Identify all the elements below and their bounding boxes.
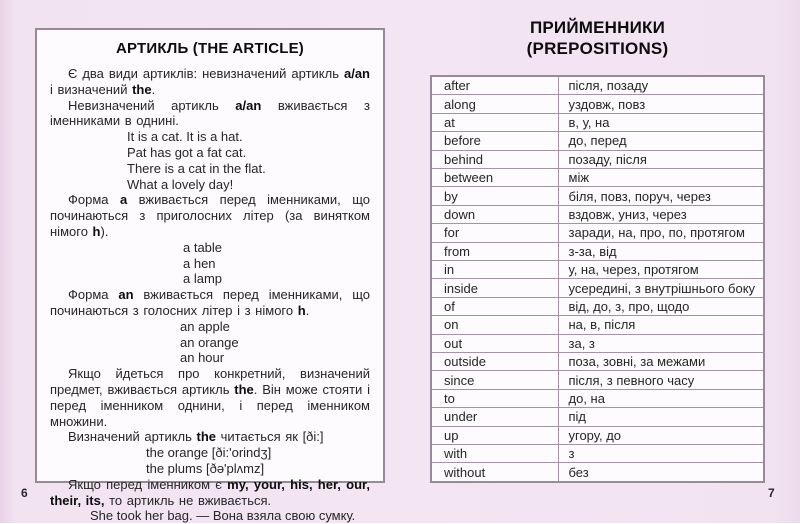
example-line: It is a cat. It is a hat. xyxy=(127,129,243,145)
preposition-en: down xyxy=(431,205,558,223)
table-row xyxy=(431,463,764,482)
example-line: a table xyxy=(183,239,223,255)
table-row xyxy=(431,260,764,278)
preposition-en: in xyxy=(431,260,558,278)
preposition-uk: під xyxy=(558,408,764,426)
example-block-the-transcriptions xyxy=(50,445,370,477)
table-row xyxy=(431,371,764,389)
preposition-en: before xyxy=(431,132,558,150)
preposition-uk: усередині, з внутрішнього боку xyxy=(558,279,764,297)
table-row xyxy=(431,76,764,95)
table-row xyxy=(431,242,764,260)
preposition-en: of xyxy=(431,297,558,315)
preposition-en: outside xyxy=(431,352,558,370)
preposition-uk: вздовж, униз, через xyxy=(558,205,764,223)
preposition-en: without xyxy=(431,463,558,482)
example-block-she-took xyxy=(50,508,370,524)
example-line: Pat has got a fat cat. xyxy=(127,144,247,160)
preposition-en: inside xyxy=(431,279,558,297)
example-block-sentences xyxy=(50,129,370,192)
preposition-en: since xyxy=(431,371,558,389)
example-block-a-words xyxy=(50,240,370,287)
preposition-uk: після, з певного часу xyxy=(558,371,764,389)
table-row xyxy=(431,205,764,223)
preposition-uk: з-за, від xyxy=(558,242,764,260)
example-line: an hour xyxy=(180,350,225,366)
article-paragraph-5: Якщо йдеться про конкретний, визначений предмет, вживається артикль the. Він може стояти і перед іменником однини, і перед іменником множини. xyxy=(50,366,370,429)
example-line: She took her bag. — Вона взяла свою сумку. xyxy=(90,508,356,524)
preposition-en: between xyxy=(431,169,558,187)
preposition-uk: після, позаду xyxy=(558,76,764,95)
example-line: a hen xyxy=(183,255,216,271)
preposition-en: out xyxy=(431,334,558,352)
example-line: an apple xyxy=(180,318,230,334)
preposition-uk: позаду, після xyxy=(558,150,764,168)
preposition-en: at xyxy=(431,113,558,131)
preposition-uk: заради, на, про, по, протягом xyxy=(558,224,764,242)
table-row xyxy=(431,389,764,407)
preposition-en: after xyxy=(431,76,558,95)
table-row xyxy=(431,187,764,205)
preposition-uk: від, до, з, про, щодо xyxy=(558,297,764,315)
table-row xyxy=(431,426,764,444)
preposition-en: by xyxy=(431,187,558,205)
example-line: There is a cat in the flat. xyxy=(127,160,266,176)
article-paragraph-7: Якщо перед іменником є my, your, his, her, our, their, its, то артикль не вживається. xyxy=(50,476,370,508)
preposition-en: up xyxy=(431,426,558,444)
table-row xyxy=(431,352,764,370)
preposition-uk: поза, зовні, за межами xyxy=(558,352,764,370)
article-page-title: АРТИКЛЬ (THE ARTICLE) xyxy=(115,40,304,57)
example-line: an orange xyxy=(180,334,239,350)
preposition-en: along xyxy=(431,95,558,113)
preposition-uk: без xyxy=(558,463,764,482)
preposition-en: under xyxy=(431,408,558,426)
example-line: the orange [ði:'orindʒ] xyxy=(146,445,272,461)
preposition-en: to xyxy=(431,389,558,407)
table-row xyxy=(431,169,764,187)
preposition-uk: угору, до xyxy=(558,426,764,444)
preposition-uk: уздовж, повз xyxy=(558,95,764,113)
prepositions-table xyxy=(430,75,765,483)
preposition-uk: в, у, на xyxy=(558,113,764,131)
preposition-uk: між xyxy=(558,169,764,187)
example-line: the plums [ðə'plʌmz] xyxy=(146,460,265,476)
article-paragraph-6: Визначений артикль the читається як [ði:] xyxy=(68,429,324,445)
prepositions-title-line2: (PREPOSITIONS) xyxy=(526,39,669,58)
table-row xyxy=(431,316,764,334)
page-number-left: 6 xyxy=(21,486,28,500)
table-row xyxy=(431,408,764,426)
table-row xyxy=(431,150,764,168)
preposition-en: behind xyxy=(431,150,558,168)
article-paragraph-1: Є два види артиклів: невизначений артикль a/an і визначений the. xyxy=(50,66,370,97)
table-row xyxy=(431,297,764,315)
preposition-uk: з xyxy=(558,444,764,462)
prepositions-page-title xyxy=(430,17,765,59)
article-content-box xyxy=(35,28,385,524)
example-line: What a lovely day! xyxy=(127,176,234,192)
table-row xyxy=(431,444,764,462)
example-block-an-words xyxy=(50,319,370,366)
table-row xyxy=(431,334,764,352)
article-paragraph-3: Форма a вживається перед іменниками, що починаються з приголосних літер (за винятком німого h). xyxy=(50,192,371,239)
table-row xyxy=(431,224,764,242)
preposition-en: from xyxy=(431,242,558,260)
preposition-uk: за, з xyxy=(558,334,764,352)
preposition-en: on xyxy=(431,316,558,334)
preposition-uk: до, на xyxy=(558,389,764,407)
table-row xyxy=(431,95,764,113)
preposition-uk: на, в, після xyxy=(558,316,764,334)
table-row xyxy=(431,132,764,150)
preposition-en: for xyxy=(431,224,558,242)
article-paragraph-2: Невизначений артикль a/an вживається з іменниками в однині. xyxy=(50,97,370,129)
page-number-right: 7 xyxy=(768,486,775,500)
example-line: a lamp xyxy=(183,271,223,287)
table-row xyxy=(431,279,764,297)
preposition-uk: у, на, через, протягом xyxy=(558,260,764,278)
preposition-uk: біля, повз, поруч, через xyxy=(558,187,764,205)
table-row xyxy=(431,113,764,131)
prepositions-title-line1: ПРИЙМЕННИКИ xyxy=(529,18,666,37)
preposition-en: with xyxy=(431,444,558,462)
preposition-uk: до, перед xyxy=(558,132,764,150)
article-paragraph-4: Форма an вживається перед іменниками, що починаються з голосних літер і з німого h. xyxy=(50,287,370,318)
